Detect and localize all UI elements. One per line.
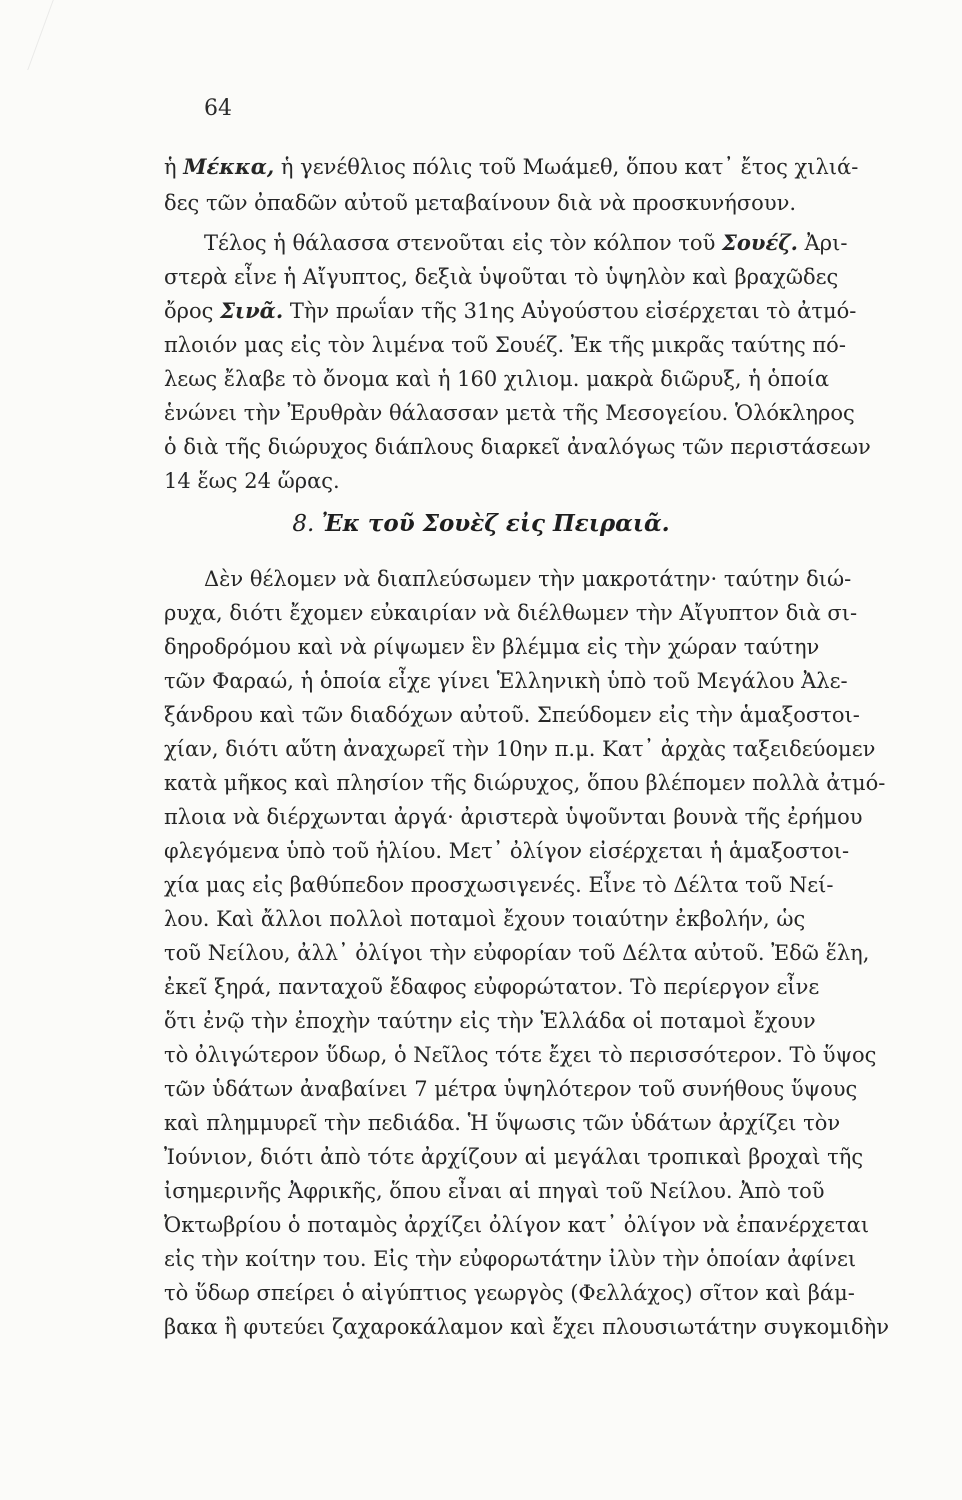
text-line: τοῦ Νείλου, ἀλλ᾽ ὀλίγοι τὴν εὐφορίαν τοῦ Δέλτα αὐτοῦ. Ἐδῶ ἕλη, [164, 941, 870, 965]
text-line: εἰς τὴν κοίτην του. Εἰς τὴν εὐφορωτάτην ἰλὺν τὴν ὁποίαν ἀφίνει [164, 1247, 857, 1271]
text-line: καὶ πλημμυρεῖ τὴν πεδιάδα. Ἡ ὕψωσις τῶν ὑδάτων ἀρχίζει τὸν [164, 1111, 841, 1135]
text-line: ὄρος Σινᾶ. Τὴν πρωΐαν τῆς 31ης Αὐγούστου εἰσέρχεται τὸ ἀτμό- [164, 298, 857, 323]
text-line: Ἰούνιον, διότι ἀπὸ τότε ἀρχίζουν αἱ μεγάλαι τροπικαὶ βροχαὶ τῆς [164, 1145, 864, 1169]
text-line: τὸ ὀλιγώτερον ὕδωρ, ὁ Νεῖλος τότε ἔχει τὸ περισσότερον. Τὸ ὕψος [164, 1043, 877, 1067]
text-line: φλεγόμενα ὑπὸ τοῦ ἡλίου. Μετ᾽ ὀλίγον εἰσέρχεται ἡ ἁμαξοστοι- [164, 839, 850, 863]
text-line: δες τῶν ὀπαδῶν αὐτοῦ μεταβαίνουν διὰ νὰ προσκυνήσουν. [164, 191, 797, 215]
text-line: ἑνώνει τὴν Ἐρυθρὰν θάλασσαν μετὰ τῆς Μεσογείου. Ὁλόκληρος [164, 401, 855, 425]
text-line: λου. Καὶ ἄλλοι πολλοὶ ποταμοὶ ἔχουν τοιαύτην ἐκβολήν, ὡς [164, 907, 806, 931]
text-line: χίαν, διότι αὕτη ἀναχωρεῖ τὴν 10ην π.μ. Κατ᾽ ἀρχὰς ταξειδεύομεν [164, 737, 876, 761]
text-line: πλοια νὰ διέρχωνται ἀργά· ἀριστερὰ ὑψοῦνται βουνὰ τῆς ἐρήμου [164, 805, 863, 829]
text-line: χία μας εἰς βαθύπεδον προσχωσιγενές. Εἶνε τὸ Δέλτα τοῦ Νεί- [164, 873, 834, 897]
text-line: τῶν ὑδάτων ἀναβαίνει 7 μέτρα ὑψηλότερον τοῦ συνήθους ὕψους [164, 1077, 858, 1101]
text-line: στερὰ εἶνε ἡ Αἴγυπτος, δεξιὰ ὑψοῦται τὸ ὑψηλὸν καὶ βραχῶδες [164, 265, 839, 289]
text-line: κατὰ μῆκος καὶ πλησίον τῆς διώρυχος, ὅπου βλέπομεν πολλὰ ἀτμό- [164, 771, 886, 795]
text-line: τῶν Φαραώ, ἡ ὁποία εἶχε γίνει Ἑλληνικὴ ὑπὸ τοῦ Μεγάλου Ἀλε- [164, 669, 848, 693]
text-line: 14 ἕως 24 ὥρας. [164, 469, 340, 493]
text-line: ρυχα, διότι ἔχομεν εὐκαιρίαν νὰ διέλθωμεν τὴν Αἴγυπτον διὰ σι- [164, 601, 858, 625]
text-line: πλοιόν μας εἰς τὸν λιμένα τοῦ Σουέζ. Ἐκ τῆς μικρᾶς ταύτης πό- [164, 333, 846, 357]
text-line: Τέλος ἡ θάλασσα στενοῦται εἰς τὸν κόλπον τοῦ Σουέζ. Ἀρι- [204, 230, 848, 255]
text-line: ἡ Μέκκα, ἡ γενέθλιος πόλις τοῦ Μωάμεθ, ὅπου κατ᾽ ἔτος χιλιά- [164, 154, 859, 179]
section-title: Ἐκ τοῦ Σουὲζ εἰς Πειραιᾶ. [321, 510, 670, 537]
section-heading [0, 510, 962, 537]
text-line: λεως ἔλαβε τὸ ὄνομα καὶ ἡ 160 χιλιομ. μακρὰ διῶρυξ, ἡ ὁποία [164, 367, 830, 391]
section-number: 8. [292, 511, 315, 537]
text-line: ὁ διὰ τῆς διώρυχος διάπλους διαρκεῖ ἀναλόγως τῶν περιστάσεων [164, 435, 871, 459]
page-edge-shadow [0, 0, 54, 70]
text-line: ξάνδρου καὶ τῶν διαδόχων αὐτοῦ. Σπεύδομεν εἰς τὴν ἁμαξοστοι- [164, 703, 860, 727]
text-line: βακα ἢ φυτεύει ζαχαροκάλαμον καὶ ἔχει πλουσιωτάτην συγκομιδὴν [164, 1315, 890, 1339]
text-line: ὅτι ἐνῷ τὴν ἐποχὴν ταύτην εἰς τὴν Ἑλλάδα οἱ ποταμοὶ ἔχουν [164, 1009, 816, 1033]
place-name-mecca: Μέκκα, [183, 154, 275, 179]
text-line: ἰσημερινῆς Ἀφρικῆς, ὅπου εἶναι αἱ πηγαὶ τοῦ Νείλου. Ἀπὸ τοῦ [164, 1179, 825, 1203]
text-line: τὸ ὕδωρ σπείρει ὁ αἰγύπτιος γεωργὸς (Φελλάχος) σῖτον καὶ βάμ- [164, 1281, 855, 1305]
text-line: Ὀκτωβρίου ὁ ποταμὸς ἀρχίζει ὀλίγον κατ᾽ ὀλίγον νὰ ἐπανέρχεται [164, 1213, 870, 1237]
text-line: δηροδρόμου καὶ νὰ ρίψωμεν ἓν βλέμμα εἰς τὴν χώραν ταύτην [164, 635, 820, 659]
text-line: Δὲν θέλομεν νὰ διαπλεύσωμεν τὴν μακροτάτην· ταύτην διώ- [204, 567, 852, 591]
page-number: 64 [204, 96, 232, 121]
text-line: ἐκεῖ ξηρά, πανταχοῦ ἔδαφος εὐφορώτατον. Τὸ περίεργον εἶνε [164, 975, 820, 999]
place-name-sinai: Σινᾶ. [220, 298, 284, 323]
place-name-suez: Σουέζ. [722, 230, 798, 255]
